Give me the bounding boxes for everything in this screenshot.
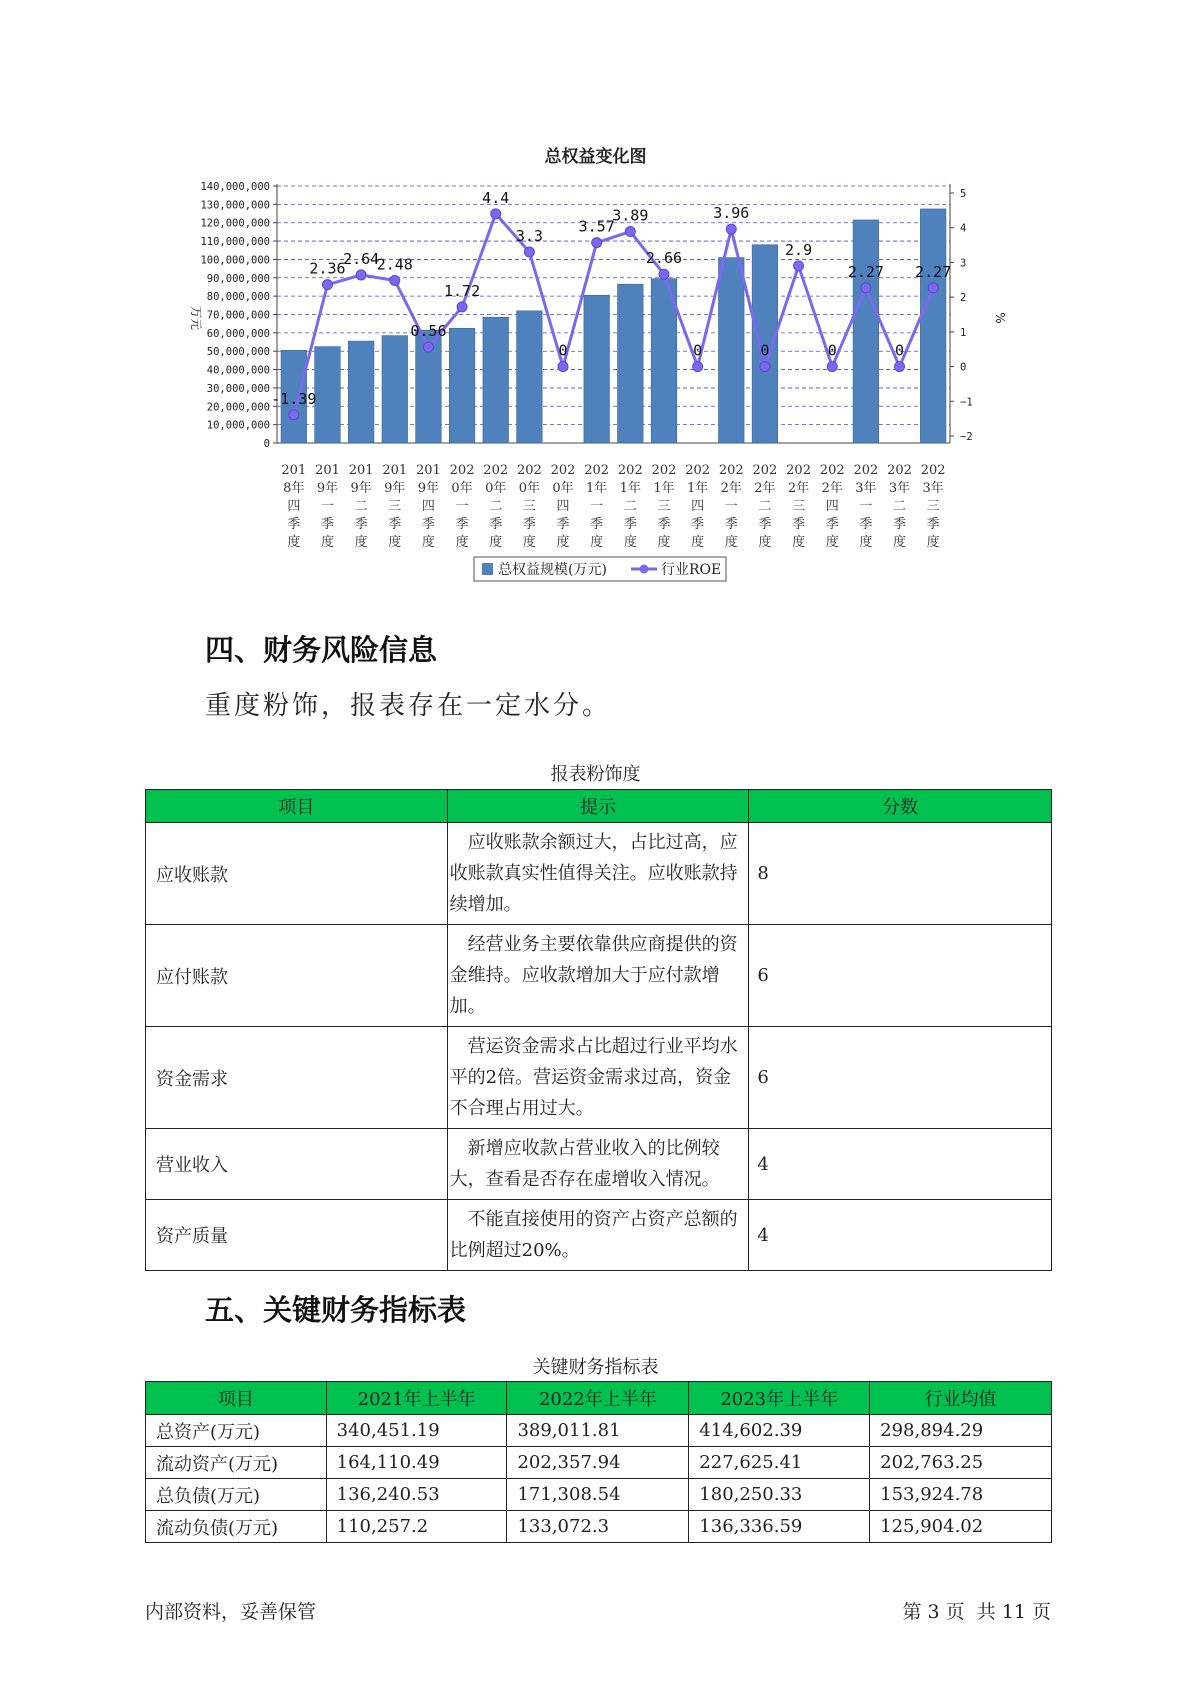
y-axis-title: 万元 [189,305,203,331]
indicator-value: 202,763.25 [870,1447,1052,1479]
x-tick-label: 度 [522,535,536,550]
x-tick-label: 202 [853,463,879,478]
header-2021h1: 2021年上半年 [326,1382,507,1415]
roe-data-label: 0 [558,341,568,360]
x-tick-label: 202 [920,463,946,478]
risk-item: 资金需求 [146,1027,448,1129]
bar [584,295,610,443]
x-tick-label: 三 [522,499,536,514]
x-tick-label: 201 [315,463,340,478]
roe-point [861,283,871,293]
y2-tick-label: −2 [960,431,973,443]
x-tick-label: 0年 [552,481,574,496]
equity-chart [0,0,1191,600]
risk-tip: 营运资金需求占比超过行业平均水平的2倍。营运资金需求过高，资金不合理占用过大。 [447,1027,749,1129]
x-tick-label: 202 [819,463,845,478]
x-tick-label: 度 [825,535,839,550]
x-tick-label: 四 [556,499,570,514]
x-tick-label: 2年 [754,481,776,496]
roe-point [726,224,736,234]
x-tick-label: 202 [887,463,912,478]
x-tick-label: 8年 [283,481,305,496]
x-tick-label: 202 [584,463,610,478]
y-tick-label: 30,000,000 [206,382,270,395]
bar [618,284,644,443]
x-tick-label: 二 [893,499,907,514]
risk-table-header-row [146,790,1052,823]
x-tick-label: 度 [388,535,402,550]
x-tick-label: 三 [657,499,671,514]
x-tick-label: 度 [691,535,705,550]
indicator-value: 340,451.19 [326,1415,507,1447]
x-tick-label: 季 [926,517,940,532]
x-tick-label: 1年 [653,481,675,496]
roe-point [928,283,938,293]
x-tick-label: 季 [320,517,334,532]
x-tick-label: 201 [382,463,408,478]
section-4-heading: 四、财务风险信息 [205,633,438,667]
risk-tip: 经营业务主要依靠供应商提供的资金维持。应收款增加大于应付款增加。 [447,925,749,1027]
x-tick-label: 二 [489,499,503,514]
risk-score: 4 [749,1200,1052,1271]
roe-point [625,227,635,237]
footer-page-number: 第 3 页 共 11 页 [902,1601,1051,1623]
y-tick-label: 80,000,000 [206,291,270,304]
risk-summary: 重度粉饰，报表存在一定水分。 [205,691,612,721]
risk-item: 营业收入 [146,1129,448,1200]
x-tick-label: 四 [691,499,705,514]
y-tick-label: 120,000,000 [200,217,270,230]
risk-score: 6 [749,925,1052,1027]
indicator-value: 414,602.39 [689,1415,870,1447]
roe-data-label: 2.27 [915,262,952,281]
legend-bar-swatch [482,563,493,575]
x-tick-label: 三 [388,499,402,514]
x-tick-label: 季 [859,517,873,532]
roe-data-label: 2.9 [785,240,813,259]
risk-item: 资产质量 [146,1200,448,1271]
risk-table [145,789,1052,1271]
table-row [146,1511,1052,1543]
y-tick-label: 60,000,000 [206,327,270,340]
header-tip: 提示 [447,790,749,823]
x-tick-label: 202 [550,463,576,478]
bar [315,347,341,443]
roe-point [895,362,905,372]
roe-point [289,410,299,420]
bar [517,311,543,443]
roe-point [760,362,770,372]
x-tick-label: 202 [718,463,744,478]
x-tick-label: 季 [758,517,772,532]
x-tick-label: 202 [617,463,643,478]
y-tick-label: 70,000,000 [206,309,270,322]
risk-item: 应付账款 [146,925,448,1027]
x-tick-label: 三 [926,499,940,514]
roe-point [558,362,568,372]
x-tick-label: 度 [320,535,334,550]
x-tick-label: 9年 [316,481,339,496]
indicator-value: 298,894.29 [870,1415,1052,1447]
y2-tick-label: 5 [960,188,967,200]
y2-tick-label: 1 [960,326,967,339]
roe-point [827,362,837,372]
header-industry-avg: 行业均值 [870,1382,1052,1415]
y-tick-label: 90,000,000 [206,272,270,285]
indicator-table-header-row [146,1382,1052,1415]
x-tick-label: 2年 [821,481,843,496]
x-tick-label: 季 [455,517,469,532]
x-tick-label: 3年 [855,481,877,496]
footer-confidential: 内部资料，妥善保管 [145,1601,317,1623]
roe-data-label: 0 [827,341,837,360]
x-tick-label: 2年 [787,481,810,496]
x-tick-label: 四 [421,499,435,514]
table-row [146,1027,1052,1129]
x-tick-label: 季 [623,517,637,532]
roe-point [390,275,400,285]
risk-tip: 应收账款余额过大，占比过高，应收账款真实性值得关注。应收账款持续增加。 [447,823,749,925]
roe-data-label: 2.64 [343,249,380,268]
x-tick-label: 季 [489,517,503,532]
x-tick-label: 季 [354,517,368,532]
y-tick-label: 130,000,000 [200,199,270,212]
header-item: 项目 [146,1382,327,1415]
x-tick-label: 度 [893,535,907,550]
y-tick-label: 20,000,000 [206,401,270,414]
roe-data-label: 2.66 [645,249,683,268]
x-tick-label: 3年 [922,481,944,496]
legend-line-marker [640,565,649,574]
indicator-table [145,1381,1052,1543]
roe-data-label: 2.48 [376,255,413,274]
x-tick-label: 季 [825,517,839,532]
indicator-value: 153,924.78 [870,1479,1052,1511]
x-tick-label: 202 [786,463,811,478]
roe-data-label: 0 [760,341,770,360]
table-row [146,1415,1052,1447]
x-tick-label: 0年 [485,481,507,496]
x-tick-label: 二 [758,499,772,514]
indicator-value: 171,308.54 [507,1479,689,1511]
y-tick-label: 10,000,000 [206,419,270,432]
indicator-value: 133,072.3 [507,1511,689,1543]
risk-table-caption: 报表粉饰度 [550,764,641,785]
roe-point [794,261,804,271]
x-tick-label: 度 [724,535,738,550]
bar [718,258,744,443]
x-tick-label: 二 [623,499,637,514]
roe-point [356,270,366,280]
x-tick-label: 度 [792,535,806,550]
x-tick-label: 201 [416,463,441,478]
indicator-value: 180,250.33 [689,1479,870,1511]
y-tick-label: 40,000,000 [206,364,270,377]
x-tick-label: 一 [455,499,469,514]
x-tick-label: 三 [792,499,806,514]
indicator-value: 202,357.94 [507,1447,689,1479]
x-tick-label: 季 [590,517,604,532]
roe-data-label: 3.57 [578,217,615,236]
bar [483,317,509,443]
x-tick-label: 度 [489,535,503,550]
indicator-name: 流动资产(万元) [146,1447,327,1479]
y2-axis-title: % [993,312,1007,324]
x-tick-label: 度 [657,535,671,550]
roe-data-label: 2.27 [847,262,884,281]
roe-point [491,209,501,219]
x-tick-label: 9年 [350,481,372,496]
x-tick-label: 0年 [518,481,541,496]
table-row [146,823,1052,925]
table-row [146,925,1052,1027]
x-tick-label: 一 [590,499,604,514]
x-tick-label: 201 [348,463,374,478]
x-tick-label: 季 [388,517,402,532]
indicator-value: 125,904.02 [870,1511,1052,1543]
y-tick-label: 0 [263,438,270,450]
risk-score: 8 [749,823,1052,925]
header-2022h1: 2022年上半年 [507,1382,689,1415]
x-tick-label: 季 [724,517,738,532]
x-tick-label: 季 [691,517,705,532]
roe-point [322,280,332,290]
indicator-name: 流动负债(万元) [146,1511,327,1543]
x-tick-label: 四 [825,499,839,514]
x-tick-label: 度 [859,535,873,550]
x-tick-label: 季 [792,517,806,532]
bar [382,336,408,443]
x-tick-label: 201 [281,463,307,478]
indicator-value: 136,336.59 [689,1511,870,1543]
x-tick-label: 度 [455,535,469,550]
x-tick-label: 度 [758,535,772,550]
x-tick-label: 202 [651,463,677,478]
bar [449,328,475,443]
x-tick-label: 一 [859,499,873,514]
bar [853,220,879,443]
x-tick-label: 度 [287,535,301,550]
y2-tick-label: 0 [960,361,967,374]
legend-line-label: 行业ROE [661,562,722,578]
x-tick-label: 2年 [720,481,742,496]
risk-item: 应收账款 [146,823,448,925]
bar [348,341,374,443]
roe-data-label: 0.56 [410,322,447,341]
indicator-value: 110,257.2 [326,1511,507,1543]
x-tick-label: 1年 [686,481,709,496]
y2-tick-label: 2 [960,292,967,305]
y2-tick-label: 3 [960,257,967,270]
section-5-heading: 五、关键财务指标表 [205,1293,467,1327]
table-row [146,1447,1052,1479]
x-tick-label: 四 [287,499,301,514]
indicator-value: 136,240.53 [326,1479,507,1511]
y-tick-label: 140,000,000 [200,181,270,193]
indicator-value: 389,011.81 [507,1415,689,1447]
roe-data-label: 4.4 [482,188,510,207]
table-row [146,1200,1052,1271]
y-tick-label: 50,000,000 [206,346,270,359]
roe-data-label: 3.3 [515,227,543,246]
roe-data-label: 3.96 [713,204,750,223]
x-tick-label: 度 [590,535,604,550]
x-tick-label: 202 [516,463,542,478]
x-tick-label: 度 [354,535,368,550]
x-tick-label: 季 [657,517,671,532]
x-tick-label: 季 [893,517,907,532]
indicator-value: 227,625.41 [689,1447,870,1479]
indicator-name: 总资产(万元) [146,1415,327,1447]
y2-tick-label: 4 [960,222,967,235]
chart-title: 总权益变化图 [544,147,647,167]
roe-point [423,342,433,352]
roe-data-label: 1.72 [444,281,481,300]
x-tick-label: 202 [752,463,778,478]
indicator-name: 总负债(万元) [146,1479,327,1511]
risk-score: 6 [749,1027,1052,1129]
x-tick-label: 9年 [384,481,406,496]
roe-data-label: 0 [693,341,703,360]
x-tick-label: 季 [522,517,536,532]
roe-data-label: 2.36 [309,259,346,278]
x-tick-label: 季 [556,517,570,532]
y2-tick-label: −1 [960,396,973,409]
x-tick-label: 202 [449,463,475,478]
roe-point [659,269,669,279]
x-tick-label: 季 [287,517,301,532]
roe-point [592,238,602,248]
roe-point [457,302,467,312]
x-tick-label: 一 [724,499,738,514]
table-row [146,1129,1052,1200]
risk-score: 4 [749,1129,1052,1200]
x-tick-label: 1年 [619,481,641,496]
x-tick-label: 度 [421,535,435,550]
x-tick-label: 一 [320,499,334,514]
x-tick-label: 0年 [451,481,473,496]
x-tick-label: 202 [685,463,711,478]
roe-data-label: -1.39 [271,389,317,408]
risk-tip: 不能直接使用的资产占资产总额的比例超过20%。 [447,1200,749,1271]
table-row [146,1479,1052,1511]
x-tick-label: 季 [421,517,435,532]
roe-point [693,362,703,372]
x-tick-label: 1年 [586,481,608,496]
roe-point [524,247,534,257]
x-tick-label: 度 [556,535,570,550]
x-tick-label: 度 [623,535,637,550]
x-tick-label: 二 [354,499,368,514]
y-tick-label: 100,000,000 [200,254,270,267]
risk-tip: 新增应收款占营业收入的比例较大，查看是否存在虚增收入情况。 [447,1129,749,1200]
header-item: 项目 [146,790,448,823]
x-tick-label: 3年 [888,481,911,496]
roe-data-label: 3.89 [612,206,649,225]
bar [651,279,677,443]
indicator-table-caption: 关键财务指标表 [532,1357,659,1378]
x-tick-label: 9年 [417,481,440,496]
indicator-value: 164,110.49 [326,1447,507,1479]
x-tick-label: 202 [483,463,509,478]
bar [920,209,946,443]
x-tick-label: 度 [926,535,940,550]
roe-data-label: 0 [895,341,905,360]
legend-bar-label: 总权益规模(万元) [498,562,607,578]
header-score: 分数 [749,790,1052,823]
header-2023h1: 2023年上半年 [689,1382,870,1415]
y-tick-label: 110,000,000 [200,236,270,249]
